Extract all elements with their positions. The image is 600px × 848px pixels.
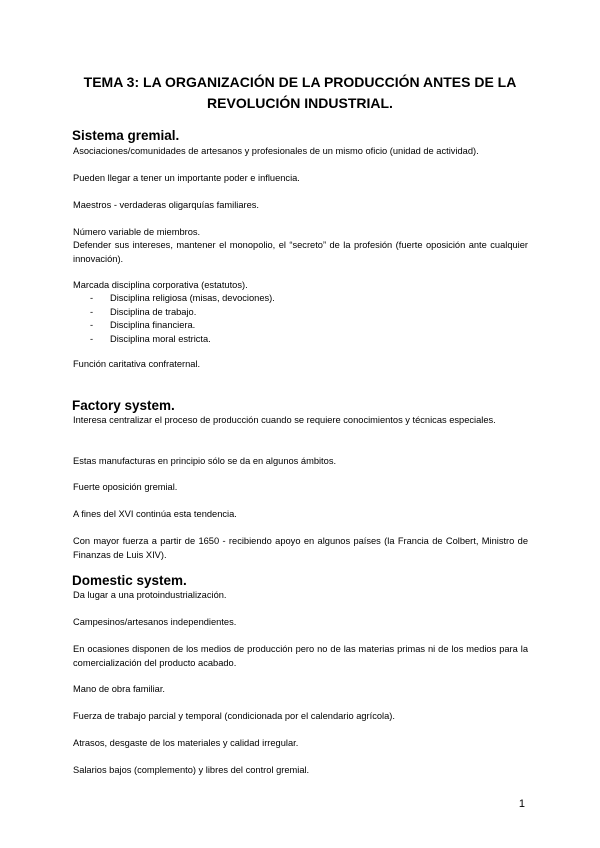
disciplina-list [73,292,528,346]
page-number: 1 [518,798,525,810]
factory-paragraph-1: Interesa centralizar el proceso de producción cuando se requiere conocimientos y técnicas especiales. [73,415,496,425]
list-item-text: Disciplina religiosa (misas, devociones). [110,293,275,303]
factory-paragraph-3: Fuerte oposición gremial. [73,482,178,492]
gremial-paragraph-1: Asociaciones/comunidades de artesanos y profesionales de un mismo oficio (unidad de actividad). [73,146,479,156]
list-item-text: Disciplina financiera. [110,320,196,330]
heading-factory-system: Factory system. [72,398,175,413]
domestic-paragraph-6: Atrasos, desgaste de los materiales y calidad irregular. [73,738,299,748]
title-line-1: TEMA 3: LA ORGANIZACIÓN DE LA PRODUCCIÓN ANTES DE LA [83,74,517,90]
list-item-text: Disciplina moral estricta. [110,333,211,344]
bullet-dash: - [90,320,94,330]
heading-sistema-gremial: Sistema gremial. [72,128,180,143]
list-item-text: Disciplina de trabajo. [110,306,197,317]
domestic-paragraph-5: Fuerza de trabajo parcial y temporal (condicionada por el calendario agrícola). [73,711,395,721]
gremial-paragraph-4a: Número variable de miembros. [73,227,201,237]
factory-paragraph-2: Estas manufacturas en principio sólo se da en algunos ámbitos. [73,456,337,466]
list-item [73,333,528,347]
gremial-paragraph-5: Marcada disciplina corporativa (estatutos). [73,280,248,290]
factory-paragraph-5: Con mayor fuerza a partir de 1650 - recibiendo apoyo en algunos países (la Francia de Colbert, Ministro de Finanzas de Luis XIV). [73,536,528,560]
domestic-paragraph-4: Mano de obra familiar. [73,684,165,694]
factory-paragraph-4: A fines del XVI continúa esta tendencia. [73,509,237,519]
bullet-dash: - [90,293,94,303]
domestic-paragraph-7: Salarios bajos (complemento) y libres del control gremial. [73,765,310,775]
list-item [73,292,528,306]
heading-domestic-system: Domestic system. [72,573,187,588]
gremial-paragraph-3: Maestros - verdaderas oligarquías familiares. [73,200,260,210]
domestic-paragraph-2: Campesinos/artesanos independientes. [73,617,237,627]
domestic-paragraph-3: En ocasiones disponen de los medios de producción pero no de las materias primas ni de los medios para la comercialización del producto acabado. [73,644,528,668]
gremial-paragraph-4b: Defender sus intereses, mantener el monopolio, el “secreto” de la profesión (fuerte oposición ante cualquier innovación). [73,240,528,264]
gremial-paragraph-6: Función caritativa confraternal. [73,359,201,369]
gremial-paragraph-2: Pueden llegar a tener un importante poder e influencia. [73,173,300,183]
title-line-2: REVOLUCIÓN INDUSTRIAL. [207,95,393,111]
domestic-paragraph-1: Da lugar a una protoindustrialización. [73,590,227,600]
list-item [73,319,528,333]
document-title [60,72,540,114]
bullet-dash: - [90,306,94,317]
bullet-dash: - [90,333,94,344]
list-item [73,306,528,320]
